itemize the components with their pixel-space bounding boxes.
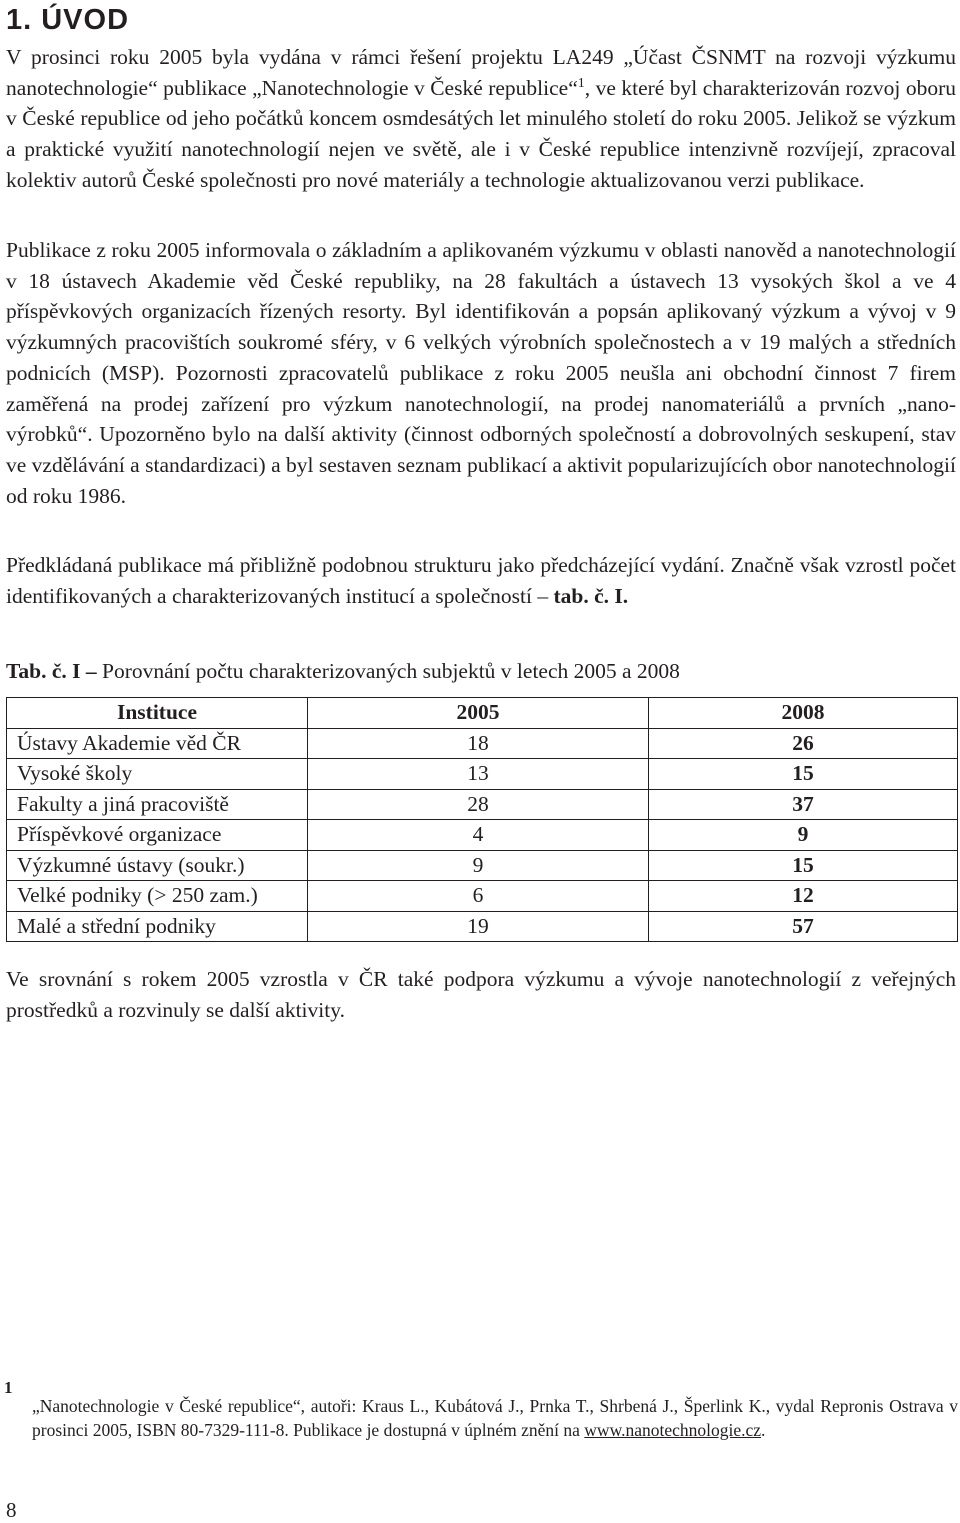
comparison-table	[6, 697, 958, 942]
row-label: Velké podniky (> 250 zam.)	[7, 881, 308, 912]
row-label: Ústavy Akademie věd ČR	[7, 728, 308, 759]
publication-summary-paragraph: Publikace z roku 2005 informovala o základním a aplikovaném výzkumu v oblasti nanověd a nanotechnologií v 18 ústavech Akademie věd České republiky, na 28 fakultách a ústavech 13 vysokých škol a ve 4 příspěvkových organizacích řízených resorty. Byl identifikován a popsán aplikovaný výzkum a vývoj v 9 výzkumných pracovištích soukromé sféry, v 6 velkých výrobních společnostech a v 19 malých a středních podnicích (MSP). Pozornosti zpracovatelů publikace z roku 2005 neušla ani obchodní činnost 7 firem zaměřená na prodej zařízení pro výzkum nanotechnologií, na prodej nanomateriálů a prvních „nano-výrobků“. Upozorněno bylo na další aktivity (činnost odborných společností a dobrovolných seskupení, stav ve vzdělávání a standardizaci) a byl sestaven seznam publikací a aktivit popularizujících obor nanotechnologií od roku 1986.	[6, 238, 956, 508]
value-2008: 15	[649, 759, 958, 790]
table-reference: tab. č. I.	[553, 583, 629, 608]
value-2008: 37	[649, 789, 958, 820]
table-header-row	[7, 698, 958, 729]
footnote-link[interactable]: www.nanotechnologie.cz	[584, 1420, 762, 1440]
table-caption	[6, 656, 680, 686]
header-instituce: Instituce	[7, 698, 308, 729]
table-row	[7, 881, 958, 912]
structure-paragraph	[6, 550, 956, 611]
footnote	[32, 1394, 958, 1442]
header-2008: 2008	[649, 698, 958, 729]
value-2005: 6	[308, 881, 649, 912]
table-row	[7, 789, 958, 820]
section-heading: 1. ÚVOD	[6, 4, 130, 36]
row-label: Výzkumné ústavy (soukr.)	[7, 850, 308, 881]
value-2008: 15	[649, 850, 958, 881]
row-label: Příspěvkové organizace	[7, 820, 308, 851]
table-row	[7, 728, 958, 759]
value-2008: 57	[649, 911, 958, 942]
row-label: Malé a střední podniky	[7, 911, 308, 942]
table-row	[7, 820, 958, 851]
conclusion-paragraph: Ve srovnání s rokem 2005 vzrostla v ČR také podpora výzkumu a vývoje nanotechnologií z veřejných prostředků a rozvinuly se další aktivity.	[6, 967, 956, 1022]
footnote-text: „Nanotechnologie v České republice“, autoři: Kraus L., Kubátová J., Prnka T., Shrbená J., Šperlink K., vydal Repronis Ostrava v prosinci 2005, ISBN 80-7329-111-8. Publikace je dostupná v úplném znění na	[32, 1396, 958, 1440]
structure-text: Předkládaná publikace má přibližně podobnou strukturu jako předcházející vydání. Značně však vzrostl počet identifikovaných a charakterizovaných institucí a společností –	[6, 553, 956, 608]
table-caption-text: Porovnání počtu charakterizovaných subjektů v letech 2005 a 2008	[101, 659, 680, 683]
value-2005: 9	[308, 850, 649, 881]
value-2005: 28	[308, 789, 649, 820]
intro-text-b: , ve které byl charakterizován rozvoj oboru v České republice od jeho počátků koncem osmdesátých let minulého století do roku 2005. Jelikož se výzkum a praktické využití nanotechnologií nejen ve světě, ale i v České republice intenzivně rozvíjejí, zpracoval kolektiv autorů České společnosti pro nové materiály a technologie aktualizovanou verzi publikace.	[6, 75, 956, 192]
intro-text-a: V prosinci roku 2005 byla vydána v rámci řešení projektu LA249 „Účast ČSNMT na rozvoji výzkumu nanotechnologie“ publikace „Nanotechnologie v České republice“	[6, 45, 956, 100]
value-2005: 18	[308, 728, 649, 759]
value-2008: 26	[649, 728, 958, 759]
table-caption-dash: –	[80, 659, 102, 683]
table-row	[7, 911, 958, 942]
value-2005: 13	[308, 759, 649, 790]
table-row	[7, 759, 958, 790]
value-2005: 4	[308, 820, 649, 851]
table-row	[7, 850, 958, 881]
footnote-mark: 1	[4, 1378, 13, 1397]
page-number: 8	[6, 1498, 17, 1522]
table-caption-label: Tab. č. I	[6, 659, 81, 683]
value-2008: 12	[649, 881, 958, 912]
value-2008: 9	[649, 820, 958, 851]
row-label: Fakulty a jiná pracoviště	[7, 789, 308, 820]
header-2005: 2005	[308, 698, 649, 729]
footnote-end: .	[761, 1420, 766, 1440]
value-2005: 19	[308, 911, 649, 942]
row-label: Vysoké školy	[7, 759, 308, 790]
footnote-reference[interactable]: 1	[577, 75, 585, 91]
intro-paragraph	[6, 42, 956, 196]
